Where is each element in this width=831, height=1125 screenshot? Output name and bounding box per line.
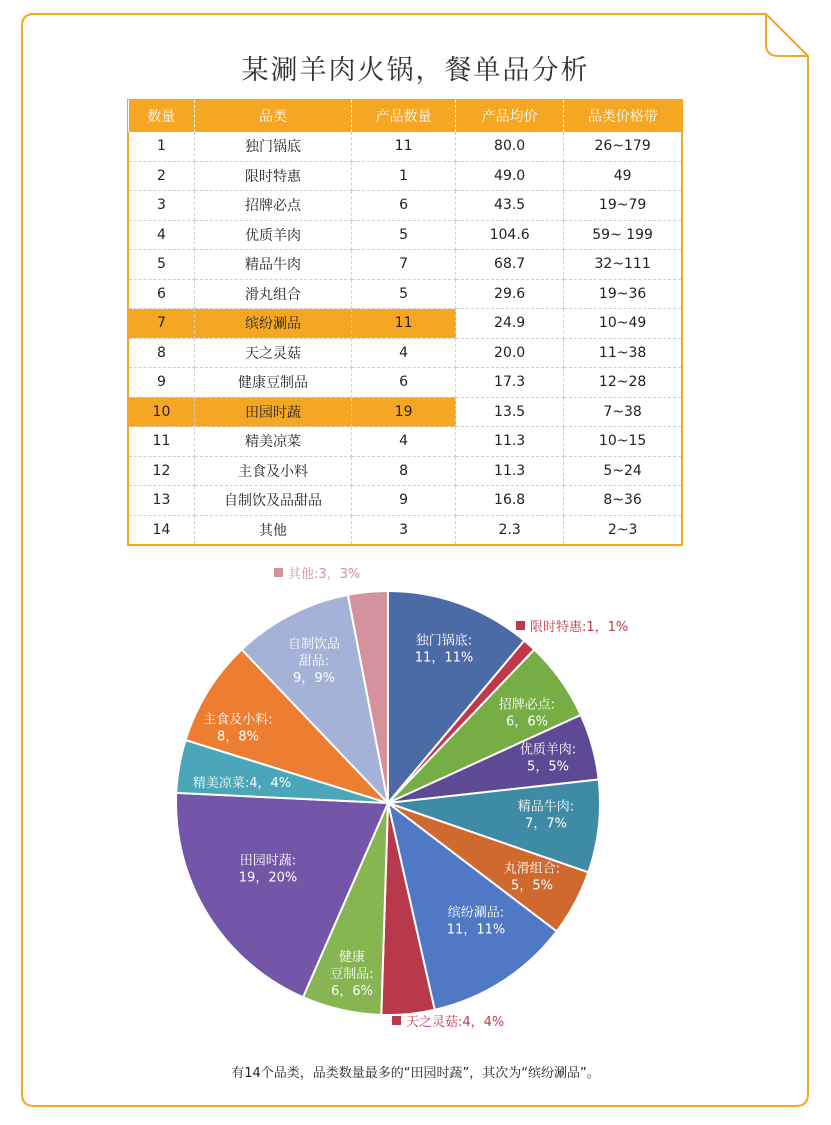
table-row bbox=[129, 220, 682, 250]
table-row bbox=[129, 515, 682, 545]
pie-label-text: 招牌必点: bbox=[498, 697, 556, 713]
table-cell: 12 bbox=[129, 456, 195, 486]
table-cell: 7 bbox=[352, 250, 456, 280]
table-row bbox=[129, 279, 682, 309]
pie-label-text: 田园时蔬: bbox=[239, 853, 297, 869]
table-cell: 2~3 bbox=[564, 515, 682, 545]
table-cell: 68.7 bbox=[456, 250, 564, 280]
table-cell: 26~179 bbox=[564, 132, 682, 161]
table-cell: 17.3 bbox=[456, 368, 564, 398]
table-cell: 3 bbox=[129, 191, 195, 221]
table-cell: 11.3 bbox=[456, 456, 564, 486]
pie-label-text: 丸滑组合: bbox=[503, 861, 561, 877]
table-cell: 49.0 bbox=[456, 161, 564, 191]
pie-label-text: 8，8% bbox=[217, 729, 259, 745]
table-cell: 自制饮及品甜品 bbox=[194, 486, 351, 516]
table-cell: 10~49 bbox=[564, 309, 682, 339]
table-cell: 滑丸组合 bbox=[194, 279, 351, 309]
table-cell: 11 bbox=[352, 132, 456, 161]
table-cell: 6 bbox=[352, 191, 456, 221]
pie-label-text: 其他:3，3% bbox=[288, 567, 361, 582]
pie-slice-label bbox=[392, 1015, 504, 1030]
table-cell: 5 bbox=[352, 279, 456, 309]
table-cell: 11~38 bbox=[564, 338, 682, 368]
table-row bbox=[129, 191, 682, 221]
table-cell: 32~111 bbox=[564, 250, 682, 280]
summary-text: 有14个品类，品类数量最多的“田园时蔬”，其次为“缤纷涮品”。 bbox=[231, 1066, 600, 1081]
table-cell: 104.6 bbox=[456, 220, 564, 250]
legend-marker bbox=[392, 1016, 401, 1025]
pie-label-text: 优质羊肉: bbox=[519, 742, 577, 758]
pie-label-text: 精品牛肉: bbox=[517, 799, 575, 815]
table-cell: 8~36 bbox=[564, 486, 682, 516]
table-body bbox=[129, 132, 682, 545]
table-cell: 11.3 bbox=[456, 427, 564, 457]
table-cell: 4 bbox=[352, 427, 456, 457]
pie-label-text: 精美凉菜:4，4% bbox=[192, 776, 292, 791]
table-cell: 1 bbox=[129, 132, 195, 161]
table-cell: 10~15 bbox=[564, 427, 682, 457]
col-header-index: 数量 bbox=[129, 100, 195, 132]
table-row bbox=[129, 338, 682, 368]
pie-label-text: 6，6% bbox=[506, 714, 548, 730]
table-cell: 8 bbox=[129, 338, 195, 368]
table-cell: 主食及小料 bbox=[194, 456, 351, 486]
table-cell: 9 bbox=[352, 486, 456, 516]
table-cell: 16.8 bbox=[456, 486, 564, 516]
table-cell: 其他 bbox=[194, 515, 351, 545]
pie-label-text: 6，6% bbox=[331, 984, 373, 999]
table-cell: 精美凉菜 bbox=[194, 427, 351, 457]
legend-marker bbox=[516, 621, 525, 630]
table-cell: 24.9 bbox=[456, 309, 564, 339]
table-cell: 13 bbox=[129, 486, 195, 516]
pie-label-text: 7，7% bbox=[525, 816, 567, 832]
table-cell: 19 bbox=[352, 397, 456, 427]
pie-label-text: 缤纷涮品: bbox=[447, 905, 505, 921]
table-cell: 80.0 bbox=[456, 132, 564, 161]
table-cell: 健康豆制品 bbox=[194, 368, 351, 398]
pie-slice-label bbox=[516, 619, 628, 635]
pie-label-text: 自制饮品 bbox=[287, 637, 341, 652]
table-row bbox=[129, 427, 682, 457]
pie-label-text: 19，20% bbox=[238, 870, 298, 886]
col-header-count: 产品数量 bbox=[352, 100, 456, 132]
pie-slice-label bbox=[193, 775, 291, 791]
table-cell: 11 bbox=[352, 309, 456, 339]
table-row bbox=[129, 132, 682, 161]
pie-label-text: 独门锅底: bbox=[415, 633, 473, 649]
table-cell: 43.5 bbox=[456, 191, 564, 221]
legend-marker bbox=[274, 568, 283, 577]
table-cell: 19~36 bbox=[564, 279, 682, 309]
table-cell: 59~ 199 bbox=[564, 220, 682, 250]
table-cell: 天之灵菇 bbox=[194, 338, 351, 368]
table-cell: 2 bbox=[129, 161, 195, 191]
table-cell: 6 bbox=[352, 368, 456, 398]
table-cell: 10 bbox=[129, 397, 195, 427]
pie-label-text: 11，11% bbox=[414, 650, 474, 666]
table-cell: 9 bbox=[129, 368, 195, 398]
table-cell: 5 bbox=[129, 250, 195, 280]
pie-label-text: 9，9% bbox=[293, 671, 335, 686]
col-header-category: 品类 bbox=[194, 100, 351, 132]
pie-label-text: 限时特惠:1，1% bbox=[530, 620, 629, 635]
table-cell: 14 bbox=[129, 515, 195, 545]
table-cell: 20.0 bbox=[456, 338, 564, 368]
table-cell: 29.6 bbox=[456, 279, 564, 309]
table-cell: 田园时蔬 bbox=[194, 397, 351, 427]
table-cell: 4 bbox=[129, 220, 195, 250]
table-row bbox=[129, 397, 682, 427]
table-cell: 7 bbox=[129, 309, 195, 339]
col-header-price-range: 品类价格带 bbox=[564, 100, 682, 132]
pie-label-text: 健康 bbox=[338, 950, 366, 965]
pie-label-text: 豆制品: bbox=[330, 967, 374, 982]
pie-label-text: 5，5% bbox=[527, 759, 569, 775]
table-cell: 13.5 bbox=[456, 397, 564, 427]
table-cell: 5~24 bbox=[564, 456, 682, 486]
table-row bbox=[129, 456, 682, 486]
table-cell: 招牌必点 bbox=[194, 191, 351, 221]
pie-label-text: 11，11% bbox=[446, 922, 506, 938]
table-cell: 8 bbox=[352, 456, 456, 486]
table-row bbox=[129, 368, 682, 398]
table-cell: 精品牛肉 bbox=[194, 250, 351, 280]
table-cell: 7~38 bbox=[564, 397, 682, 427]
table-row bbox=[129, 250, 682, 280]
pie-chart bbox=[0, 560, 831, 1060]
col-header-avg-price: 产品均价 bbox=[456, 100, 564, 132]
pie-label-text: 5，5% bbox=[511, 878, 553, 894]
table-cell: 优质羊肉 bbox=[194, 220, 351, 250]
table-cell: 19~79 bbox=[564, 191, 682, 221]
table-header-row bbox=[129, 100, 682, 132]
table-row bbox=[129, 486, 682, 516]
table-cell: 缤纷涮品 bbox=[194, 309, 351, 339]
table-cell: 2.3 bbox=[456, 515, 564, 545]
table-row bbox=[129, 161, 682, 191]
table-cell: 12~28 bbox=[564, 368, 682, 398]
pie-label-text: 主食及小料: bbox=[203, 712, 273, 728]
pie-label-text: 天之灵菇:4，4% bbox=[406, 1015, 505, 1030]
page-title: 某涮羊肉火锅，餐单品分析 bbox=[241, 55, 590, 86]
table-cell: 11 bbox=[129, 427, 195, 457]
category-table bbox=[128, 100, 682, 545]
table-cell: 限时特惠 bbox=[194, 161, 351, 191]
pie-slice-label bbox=[274, 566, 360, 582]
table-cell: 1 bbox=[352, 161, 456, 191]
table-cell: 独门锅底 bbox=[194, 132, 351, 161]
table-cell: 6 bbox=[129, 279, 195, 309]
table-cell: 5 bbox=[352, 220, 456, 250]
table-cell: 4 bbox=[352, 338, 456, 368]
table-cell: 3 bbox=[352, 515, 456, 545]
pie-label-text: 甜品: bbox=[298, 654, 330, 669]
table-cell: 49 bbox=[564, 161, 682, 191]
table-row bbox=[129, 309, 682, 339]
